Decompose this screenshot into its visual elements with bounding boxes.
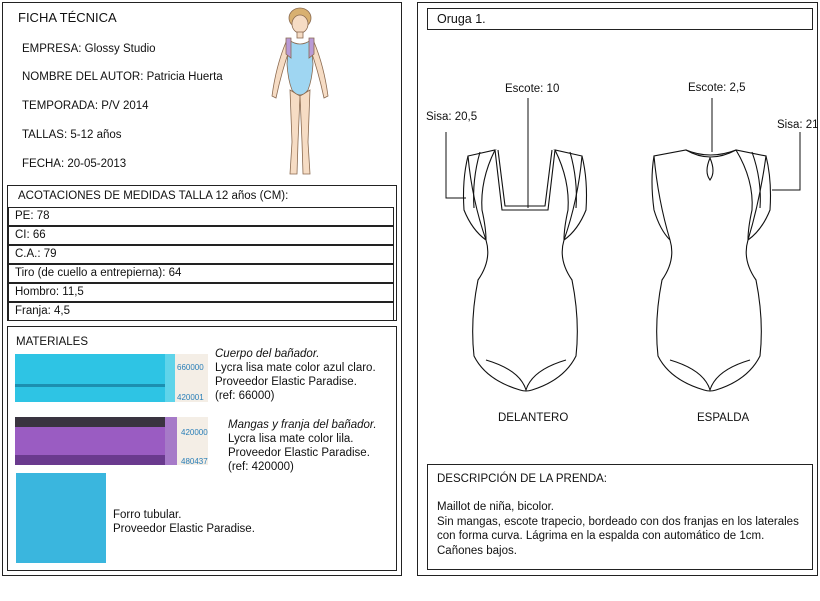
back-escote-label: Escote: 2,5 (688, 82, 746, 94)
material-line: Lycra lisa mate color azul claro. (215, 362, 376, 374)
description-line: Maillot de niña, bicolor. (437, 501, 554, 513)
material-line: Proveedor Elastic Paradise. (228, 447, 370, 459)
description-line: Cañones bajos. (437, 545, 517, 557)
fabric-swatch-lining (16, 473, 106, 563)
swatch-code: 480437 (181, 457, 208, 466)
info-date: FECHA: 20-05-2013 (22, 158, 127, 170)
info-season: TEMPORADA: P/V 2014 (22, 100, 149, 112)
materials-title: MATERIALES (16, 336, 88, 348)
front-escote-label: Escote: 10 (505, 83, 560, 95)
fabric-swatch-lilac (15, 417, 208, 465)
info-sizes: TALLAS: 5-12 años (22, 129, 122, 141)
front-sisa-label: Sisa: 20,5 (426, 111, 478, 123)
swatch-code: 420000 (181, 428, 208, 437)
description-line: con forma curva. Lágrima en la espalda con automático de 1cm. (437, 530, 765, 542)
model-title: Oruga 1. (437, 12, 486, 26)
front-view-label: DELANTERO (498, 412, 569, 424)
back-sisa-label: Sisa: 21 (777, 119, 819, 131)
front-garment-drawing (420, 80, 610, 400)
description-title: DESCRIPCIÓN DE LA PRENDA: (437, 473, 607, 485)
swatch-code: 420001 (177, 393, 204, 402)
sheet-title: FICHA TÉCNICA (18, 10, 117, 25)
measure-row: Franja: 4,5 (8, 302, 394, 321)
back-view-label: ESPALDA (697, 412, 750, 424)
measure-row: Tiro (de cuello a entrepierna): 64 (8, 264, 394, 283)
material-line: Proveedor Elastic Paradise. (215, 376, 357, 388)
measures-title: ACOTACIONES DE MEDIDAS TALLA 12 años (CM): (18, 190, 289, 202)
material-line: Proveedor Elastic Paradise. (113, 523, 255, 535)
material-heading: Mangas y franja del bañador. (228, 419, 377, 431)
material-line: Forro tubular. (113, 509, 182, 521)
measure-row: CI: 66 (8, 226, 394, 245)
swatch-code: 660000 (177, 363, 204, 372)
measure-row: PE: 78 (8, 207, 394, 226)
material-heading: Cuerpo del bañador. (215, 348, 320, 360)
material-line: (ref: 420000) (228, 461, 294, 473)
measure-row: C.A.: 79 (8, 245, 394, 264)
girl-figure-illustration (262, 4, 338, 180)
material-line: (ref: 66000) (215, 390, 275, 402)
info-company: EMPRESA: Glossy Studio (22, 43, 156, 55)
description-line: Sin mangas, escote trapecio, bordeado con dos franjas en los laterales (437, 516, 799, 528)
measure-row: Hombro: 11,5 (8, 283, 394, 302)
info-author: NOMBRE DEL AUTOR: Patricia Huerta (22, 71, 223, 83)
material-line: Lycra lisa mate color lila. (228, 433, 354, 445)
